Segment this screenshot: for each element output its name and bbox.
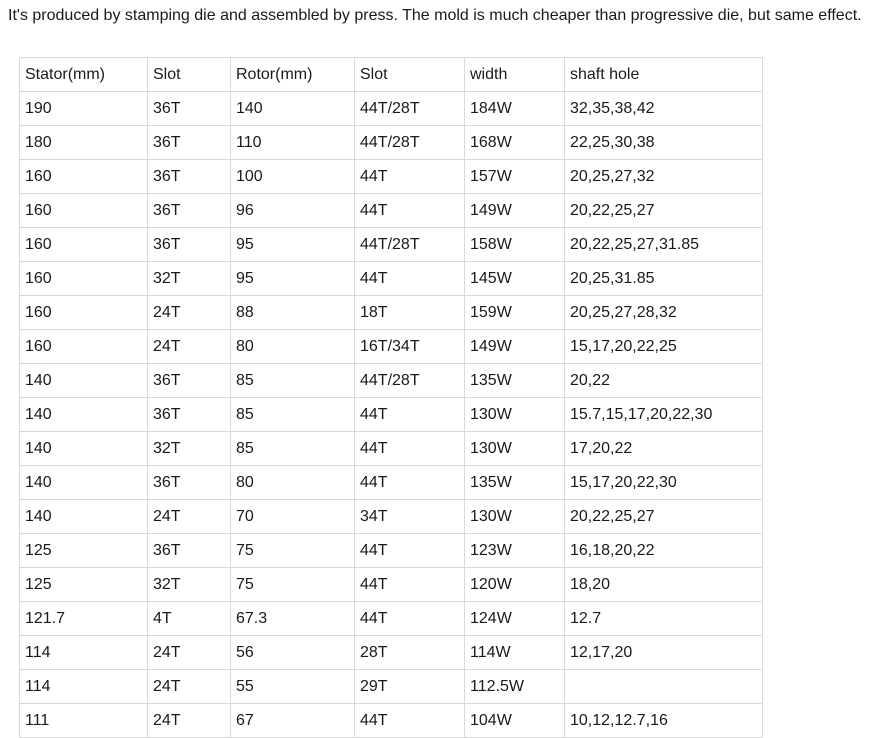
rotor-slot-cell: 44T (355, 160, 465, 194)
shaft-hole-cell: 20,25,27,32 (565, 160, 763, 194)
stator-slot-cell: 36T (148, 534, 231, 568)
width-cell: 112.5W (465, 670, 565, 704)
stator-slot-cell: 24T (148, 636, 231, 670)
rotor-cell: 56 (231, 636, 355, 670)
rotor-slot-cell: 44T/28T (355, 364, 465, 398)
width-cell: 168W (465, 126, 565, 160)
width-cell: 145W (465, 262, 565, 296)
shaft-hole-cell: 10,12,12.7,16 (565, 704, 763, 738)
width-cell: 130W (465, 398, 565, 432)
width-cell: 130W (465, 432, 565, 466)
rotor-cell: 80 (231, 466, 355, 500)
stator-cell: 160 (20, 160, 148, 194)
table-row (20, 194, 763, 228)
table-row (20, 398, 763, 432)
width-cell: 159W (465, 296, 565, 330)
shaft-hole-cell: 20,22,25,27,31.85 (565, 228, 763, 262)
rotor-slot-cell: 44T (355, 262, 465, 296)
width-cell: 124W (465, 602, 565, 636)
rotor-slot-cell: 44T (355, 466, 465, 500)
header-rotor-slot: Slot (355, 58, 465, 92)
rotor-slot-cell: 16T/34T (355, 330, 465, 364)
width-cell: 135W (465, 364, 565, 398)
table-row (20, 92, 763, 126)
rotor-cell: 85 (231, 364, 355, 398)
shaft-hole-cell: 15.7,15,17,20,22,30 (565, 398, 763, 432)
table-row (20, 568, 763, 602)
rotor-cell: 67.3 (231, 602, 355, 636)
stator-slot-cell: 32T (148, 262, 231, 296)
stator-cell: 160 (20, 296, 148, 330)
stator-slot-cell: 36T (148, 160, 231, 194)
rotor-slot-cell: 34T (355, 500, 465, 534)
header-width: width (465, 58, 565, 92)
width-cell: 130W (465, 500, 565, 534)
table-row (20, 262, 763, 296)
shaft-hole-cell: 12.7 (565, 602, 763, 636)
rotor-cell: 75 (231, 568, 355, 602)
width-cell: 149W (465, 330, 565, 364)
shaft-hole-cell: 15,17,20,22,30 (565, 466, 763, 500)
shaft-hole-cell: 12,17,20 (565, 636, 763, 670)
shaft-hole-cell: 20,25,31.85 (565, 262, 763, 296)
stator-cell: 140 (20, 466, 148, 500)
header-stator: Stator(mm) (20, 58, 148, 92)
shaft-hole-cell: 15,17,20,22,25 (565, 330, 763, 364)
rotor-slot-cell: 44T (355, 432, 465, 466)
shaft-hole-cell: 20,22,25,27 (565, 194, 763, 228)
rotor-slot-cell: 44T (355, 194, 465, 228)
stator-slot-cell: 36T (148, 466, 231, 500)
table-row (20, 636, 763, 670)
stator-cell: 160 (20, 228, 148, 262)
table-header-row (20, 58, 763, 92)
width-cell: 104W (465, 704, 565, 738)
rotor-slot-cell: 44T (355, 704, 465, 738)
table-row (20, 296, 763, 330)
shaft-hole-cell: 17,20,22 (565, 432, 763, 466)
shaft-hole-cell: 16,18,20,22 (565, 534, 763, 568)
rotor-cell: 67 (231, 704, 355, 738)
rotor-cell: 140 (231, 92, 355, 126)
rotor-slot-cell: 44T/28T (355, 228, 465, 262)
shaft-hole-cell: 20,22 (565, 364, 763, 398)
table-row (20, 602, 763, 636)
table-row (20, 364, 763, 398)
rotor-slot-cell: 44T (355, 568, 465, 602)
width-cell: 120W (465, 568, 565, 602)
stator-cell: 114 (20, 636, 148, 670)
table-row (20, 432, 763, 466)
rotor-cell: 70 (231, 500, 355, 534)
stator-slot-cell: 32T (148, 568, 231, 602)
header-shaft-hole: shaft hole (565, 58, 763, 92)
stator-cell: 114 (20, 670, 148, 704)
table-row (20, 670, 763, 704)
rotor-slot-cell: 29T (355, 670, 465, 704)
shaft-hole-cell: 18,20 (565, 568, 763, 602)
rotor-slot-cell: 28T (355, 636, 465, 670)
shaft-hole-cell: 32,35,38,42 (565, 92, 763, 126)
intro-paragraph: It's produced by stamping die and assembled by press. The mold is much cheaper than progressive die, but same effect. (8, 7, 862, 24)
stator-slot-cell: 4T (148, 602, 231, 636)
stator-cell: 125 (20, 534, 148, 568)
stator-slot-cell: 36T (148, 194, 231, 228)
stator-slot-cell: 24T (148, 330, 231, 364)
stator-slot-cell: 24T (148, 670, 231, 704)
stator-slot-cell: 36T (148, 126, 231, 160)
stator-cell: 160 (20, 194, 148, 228)
table-row (20, 534, 763, 568)
stator-cell: 121.7 (20, 602, 148, 636)
width-cell: 158W (465, 228, 565, 262)
rotor-cell: 75 (231, 534, 355, 568)
stator-cell: 140 (20, 398, 148, 432)
table-row (20, 330, 763, 364)
stator-slot-cell: 24T (148, 296, 231, 330)
rotor-cell: 85 (231, 398, 355, 432)
rotor-slot-cell: 44T/28T (355, 92, 465, 126)
table-row (20, 466, 763, 500)
table-row (20, 500, 763, 534)
shaft-hole-cell: 20,22,25,27 (565, 500, 763, 534)
table-row (20, 228, 763, 262)
stator-slot-cell: 24T (148, 704, 231, 738)
stator-slot-cell: 36T (148, 228, 231, 262)
rotor-cell: 96 (231, 194, 355, 228)
rotor-cell: 88 (231, 296, 355, 330)
rotor-cell: 80 (231, 330, 355, 364)
rotor-cell: 95 (231, 228, 355, 262)
width-cell: 157W (465, 160, 565, 194)
stator-cell: 111 (20, 704, 148, 738)
table-row (20, 160, 763, 194)
stator-rotor-spec-table (19, 57, 763, 738)
width-cell: 123W (465, 534, 565, 568)
width-cell: 149W (465, 194, 565, 228)
header-stator-slot: Slot (148, 58, 231, 92)
rotor-slot-cell: 44T (355, 602, 465, 636)
rotor-slot-cell: 18T (355, 296, 465, 330)
stator-cell: 160 (20, 262, 148, 296)
header-rotor: Rotor(mm) (231, 58, 355, 92)
stator-cell: 140 (20, 364, 148, 398)
rotor-slot-cell: 44T/28T (355, 126, 465, 160)
stator-slot-cell: 36T (148, 92, 231, 126)
stator-cell: 160 (20, 330, 148, 364)
rotor-slot-cell: 44T (355, 398, 465, 432)
stator-cell: 140 (20, 500, 148, 534)
table-row (20, 126, 763, 160)
stator-cell: 125 (20, 568, 148, 602)
stator-slot-cell: 24T (148, 500, 231, 534)
stator-cell: 180 (20, 126, 148, 160)
stator-slot-cell: 36T (148, 398, 231, 432)
rotor-slot-cell: 44T (355, 534, 465, 568)
stator-cell: 190 (20, 92, 148, 126)
shaft-hole-cell: 22,25,30,38 (565, 126, 763, 160)
rotor-cell: 100 (231, 160, 355, 194)
stator-slot-cell: 36T (148, 364, 231, 398)
shaft-hole-cell (565, 670, 763, 704)
shaft-hole-cell: 20,25,27,28,32 (565, 296, 763, 330)
rotor-cell: 55 (231, 670, 355, 704)
width-cell: 135W (465, 466, 565, 500)
rotor-cell: 95 (231, 262, 355, 296)
table-row (20, 704, 763, 738)
rotor-cell: 110 (231, 126, 355, 160)
width-cell: 114W (465, 636, 565, 670)
stator-cell: 140 (20, 432, 148, 466)
rotor-cell: 85 (231, 432, 355, 466)
stator-slot-cell: 32T (148, 432, 231, 466)
width-cell: 184W (465, 92, 565, 126)
